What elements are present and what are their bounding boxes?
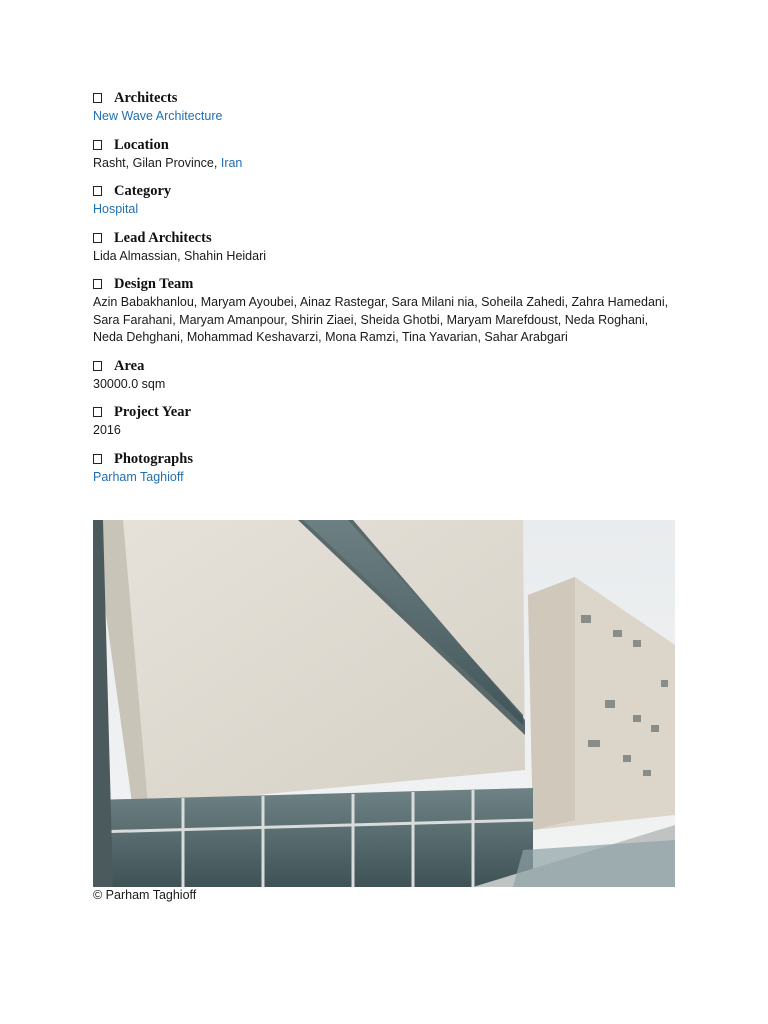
design-team-value: Azin Babakhanlou, Maryam Ayoubei, Ainaz Rastegar, Sara Milani nia, Soheila Zahedi, Zahra Hamedani, Sara Farahani, Maryam Amanpour, Shirin Ziaei, Sheida Ghotbi, Maryam Marefdoust, Neda Roghani, Neda Dehghani, Mohammad Keshavarzi, Mona Ramzi, Tina Yavarian, Sahar Arabgari [93, 295, 669, 344]
building-photo [93, 520, 675, 887]
field-label: Project Year [114, 404, 191, 420]
lead-architects-value: Lida Almassian, Shahin Heidari [93, 248, 267, 263]
field-label: Design Team [114, 276, 194, 292]
project-year-value: 2016 [93, 423, 121, 437]
field-location [93, 135, 675, 173]
photo-caption: © Parham Taghioff [93, 888, 197, 902]
field-label: Area [114, 357, 145, 374]
checkbox-icon [93, 407, 102, 417]
country-link[interactable]: Iran [220, 155, 243, 170]
location-text: Rasht, Gilan Province, [93, 155, 221, 170]
category-link[interactable]: Hospital [93, 202, 139, 216]
field-lead-architects [93, 228, 675, 266]
checkbox-icon [93, 361, 102, 371]
field-area [93, 356, 675, 394]
checkbox-icon [93, 454, 102, 464]
field-label: Location [114, 136, 169, 153]
field-label: Architects [114, 90, 178, 106]
field-architects [93, 88, 675, 126]
architects-link[interactable]: New Wave Architecture [93, 109, 223, 123]
checkbox-icon [93, 186, 102, 196]
field-design-team [93, 274, 675, 347]
checkbox-icon [93, 233, 102, 243]
checkbox-icon [93, 93, 102, 103]
photographer-link[interactable]: Parham Taghioff [93, 469, 184, 484]
field-photographs [93, 449, 675, 487]
area-value: 30000.0 sqm [93, 376, 166, 391]
checkbox-icon [93, 140, 102, 150]
checkbox-icon [93, 279, 102, 289]
field-label: Lead Architects [114, 229, 212, 246]
project-details [93, 88, 675, 495]
field-project-year [93, 402, 675, 440]
field-label: Photographs [114, 450, 193, 467]
field-category [93, 181, 675, 219]
field-label: Category [114, 183, 172, 199]
